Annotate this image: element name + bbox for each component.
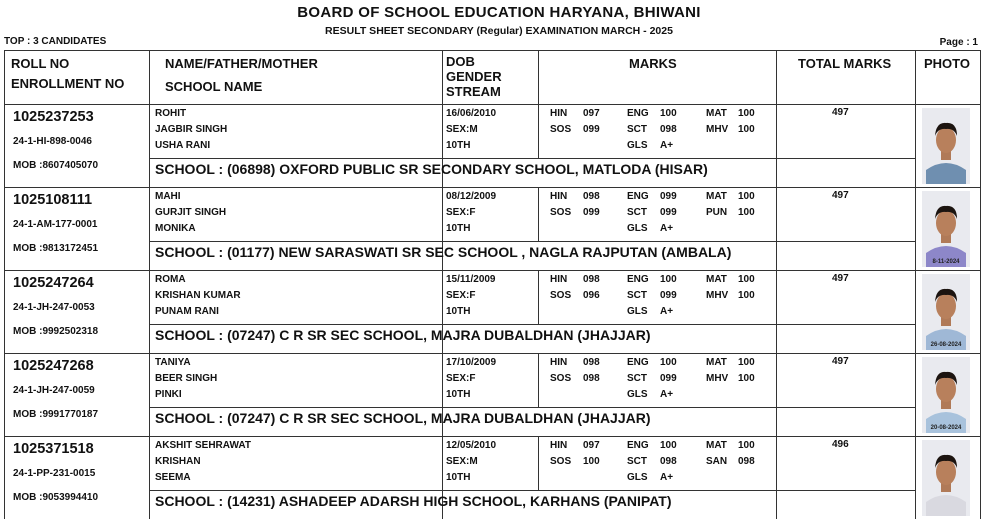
father-name: KRISHAN [155, 456, 201, 467]
result-sheet-table [4, 50, 981, 519]
subject-code: SCT [627, 456, 647, 467]
stream: 10TH [446, 306, 471, 317]
header-stream: STREAM [446, 84, 501, 99]
subject-grade: A+ [660, 306, 674, 317]
subject-code: GLS [627, 223, 648, 234]
gender: SEX:F [446, 207, 476, 218]
subject-grade: A+ [660, 140, 674, 151]
father-name: KRISHAN KUMAR [155, 290, 241, 301]
subject-mark: 100 [583, 456, 600, 467]
subject-grade: A+ [660, 223, 674, 234]
header-roll-no: ROLL NO [11, 56, 70, 71]
stream: 10TH [446, 472, 471, 483]
header-dob: DOB [446, 54, 475, 69]
mother-name: USHA RANI [155, 140, 211, 151]
subject-code: SCT [627, 207, 647, 218]
candidate-photo [922, 274, 970, 350]
subject-mark: 100 [660, 440, 677, 451]
roll-number: 1025237253 [13, 109, 94, 125]
date-of-birth: 08/12/2009 [446, 191, 497, 202]
top-candidates-label: TOP : 3 CANDIDATES [4, 36, 107, 47]
subject-code: SOS [550, 373, 572, 384]
header-total-marks: TOTAL MARKS [798, 56, 892, 71]
subject-code: PUN [706, 207, 728, 218]
header-marks: MARKS [629, 56, 677, 71]
roll-number: 1025247268 [13, 358, 94, 374]
mobile-number: MOB :9053994410 [13, 492, 99, 503]
table-row [5, 105, 981, 188]
subject-mark: 100 [660, 357, 677, 368]
date-of-birth: 15/11/2009 [446, 274, 496, 285]
subject-mark: 099 [583, 124, 600, 135]
enrollment-number: 24-1-JH-247-0059 [13, 385, 95, 396]
father-name: GURJIT SINGH [155, 207, 227, 218]
date-of-birth: 16/06/2010 [446, 108, 497, 119]
photo-date-stamp: 26-08-2024 [930, 342, 962, 348]
subject-code: GLS [627, 140, 648, 151]
stream: 10TH [446, 223, 471, 234]
total-marks: 497 [832, 107, 849, 118]
father-name: BEER SINGH [155, 373, 218, 384]
enrollment-number: 24-1-JH-247-0053 [13, 302, 95, 313]
mobile-number: MOB :8607405070 [13, 160, 99, 171]
table-row [5, 437, 981, 520]
subject-mark: 100 [660, 108, 677, 119]
subject-mark: 098 [738, 456, 755, 467]
mother-name: SEEMA [155, 472, 191, 483]
candidate-name: ROHIT [155, 108, 187, 119]
subject-mark: 098 [583, 373, 600, 384]
gender: SEX:M [446, 456, 478, 467]
total-marks: 497 [832, 273, 849, 284]
subject-code: MHV [706, 373, 729, 384]
date-of-birth: 12/05/2010 [446, 440, 497, 451]
person-photo-icon [922, 440, 970, 516]
subject-code: SAN [706, 456, 728, 467]
subject-code: SOS [550, 456, 572, 467]
subject-code: SOS [550, 207, 572, 218]
subject-mark: 099 [660, 290, 677, 301]
roll-number: 1025108111 [13, 192, 93, 208]
header-enrollment-no: ENROLLMENT NO [11, 76, 125, 91]
subject-grade: A+ [660, 389, 674, 400]
mother-name: MONIKA [155, 223, 196, 234]
subject-mark: 099 [660, 373, 677, 384]
candidate-name: ROMA [155, 274, 186, 285]
mobile-number: MOB :9991770187 [13, 409, 99, 420]
subject-grade: A+ [660, 472, 674, 483]
subject-mark: 098 [583, 274, 600, 285]
gender: SEX:F [446, 290, 476, 301]
subject-mark: 099 [660, 191, 677, 202]
subject-code: HIN [550, 191, 568, 202]
header-school-name: SCHOOL NAME [165, 79, 263, 94]
stream: 10TH [446, 140, 471, 151]
table-row [5, 354, 981, 437]
photo-date-stamp: 8-11-2024 [932, 259, 960, 265]
subject-mark: 099 [583, 207, 600, 218]
candidate-name: MAHI [155, 191, 181, 202]
father-name: JAGBIR SINGH [155, 124, 228, 135]
subject-mark: 100 [738, 357, 755, 368]
school-name: SCHOOL : (01177) NEW SARASWATI SR SEC SCHOOL , NAGLA RAJPUTAN (AMBALA) [155, 244, 732, 260]
header-gender: GENDER [446, 69, 502, 84]
subject-code: HIN [550, 357, 568, 368]
subject-mark: 096 [583, 290, 600, 301]
header-name: NAME/FATHER/MOTHER [165, 56, 318, 71]
person-photo-icon [922, 191, 970, 267]
school-name: SCHOOL : (07247) C R SR SEC SCHOOL, MAJRA DUBALDHAN (JHAJJAR) [155, 410, 651, 426]
subject-code: ENG [627, 440, 649, 451]
total-marks: 497 [832, 356, 849, 367]
person-photo-icon [922, 274, 970, 350]
col-divider [538, 51, 539, 105]
mobile-number: MOB :9992502318 [13, 326, 99, 337]
subject-code: SOS [550, 290, 572, 301]
candidate-photo [922, 108, 970, 184]
subject-mark: 100 [738, 191, 755, 202]
total-marks: 496 [832, 439, 849, 450]
gender: SEX:F [446, 373, 476, 384]
subject-code: ENG [627, 191, 649, 202]
report-subtitle: RESULT SHEET SECONDARY (Regular) EXAMINATION MARCH - 2025 [325, 25, 673, 37]
subject-code: GLS [627, 472, 648, 483]
subject-mark: 097 [583, 440, 600, 451]
candidate-photo [922, 191, 970, 267]
subject-mark: 100 [738, 373, 755, 384]
page-number: Page : 1 [939, 37, 978, 48]
mother-name: PINKI [155, 389, 182, 400]
subject-code: MAT [706, 440, 727, 451]
subject-code: GLS [627, 389, 648, 400]
subject-code: SCT [627, 373, 647, 384]
subject-mark: 098 [583, 191, 600, 202]
roll-number: 1025247264 [13, 275, 94, 291]
subject-code: MAT [706, 357, 727, 368]
person-photo-icon [922, 108, 970, 184]
date-of-birth: 17/10/2009 [446, 357, 497, 368]
school-name: SCHOOL : (07247) C R SR SEC SCHOOL, MAJRA DUBALDHAN (JHAJJAR) [155, 327, 651, 343]
subject-mark: 097 [583, 108, 600, 119]
mobile-number: MOB :9813172451 [13, 243, 99, 254]
header-photo: PHOTO [924, 56, 970, 71]
school-name: SCHOOL : (06898) OXFORD PUBLIC SR SECONDARY SCHOOL, MATLODA (HISAR) [155, 161, 708, 177]
subject-code: SCT [627, 290, 647, 301]
report-title: BOARD OF SCHOOL EDUCATION HARYANA, BHIWANI [297, 4, 701, 21]
candidate-name: AKSHIT SEHRAWAT [155, 440, 251, 451]
person-photo-icon [922, 357, 970, 433]
subject-code: MAT [706, 191, 727, 202]
subject-mark: 100 [660, 274, 677, 285]
subject-mark: 100 [738, 108, 755, 119]
subject-code: MAT [706, 108, 727, 119]
subject-code: ENG [627, 357, 649, 368]
enrollment-number: 24-1-AM-177-0001 [13, 219, 98, 230]
roll-number: 1025371518 [13, 441, 94, 457]
subject-code: SCT [627, 124, 647, 135]
subject-mark: 100 [738, 440, 755, 451]
table-row [5, 271, 981, 354]
subject-mark: 100 [738, 207, 755, 218]
subject-mark: 099 [660, 207, 677, 218]
subject-code: GLS [627, 306, 648, 317]
gender: SEX:M [446, 124, 478, 135]
subject-mark: 100 [738, 290, 755, 301]
subject-code: MAT [706, 274, 727, 285]
candidate-name: TANIYA [155, 357, 191, 368]
enrollment-number: 24-1-HI-898-0046 [13, 136, 92, 147]
photo-date-stamp: 20-08-2024 [930, 425, 962, 431]
subject-mark: 098 [660, 124, 677, 135]
subject-code: MHV [706, 124, 729, 135]
subject-code: HIN [550, 274, 568, 285]
subject-mark: 100 [738, 124, 755, 135]
subject-mark: 098 [583, 357, 600, 368]
subject-code: MHV [706, 290, 729, 301]
mother-name: PUNAM RANI [155, 306, 219, 317]
subject-code: HIN [550, 108, 568, 119]
table-row [5, 188, 981, 271]
subject-mark: 100 [738, 274, 755, 285]
subject-code: HIN [550, 440, 568, 451]
subject-code: SOS [550, 124, 572, 135]
candidate-photo [922, 440, 970, 516]
stream: 10TH [446, 389, 471, 400]
enrollment-number: 24-1-PP-231-0015 [13, 468, 96, 479]
total-marks: 497 [832, 190, 849, 201]
candidate-photo [922, 357, 970, 433]
school-name: SCHOOL : (14231) ASHADEEP ADARSH HIGH SCHOOL, KARHANS (PANIPAT) [155, 493, 672, 509]
subject-code: ENG [627, 108, 649, 119]
subject-code: ENG [627, 274, 649, 285]
subject-mark: 098 [660, 456, 677, 467]
